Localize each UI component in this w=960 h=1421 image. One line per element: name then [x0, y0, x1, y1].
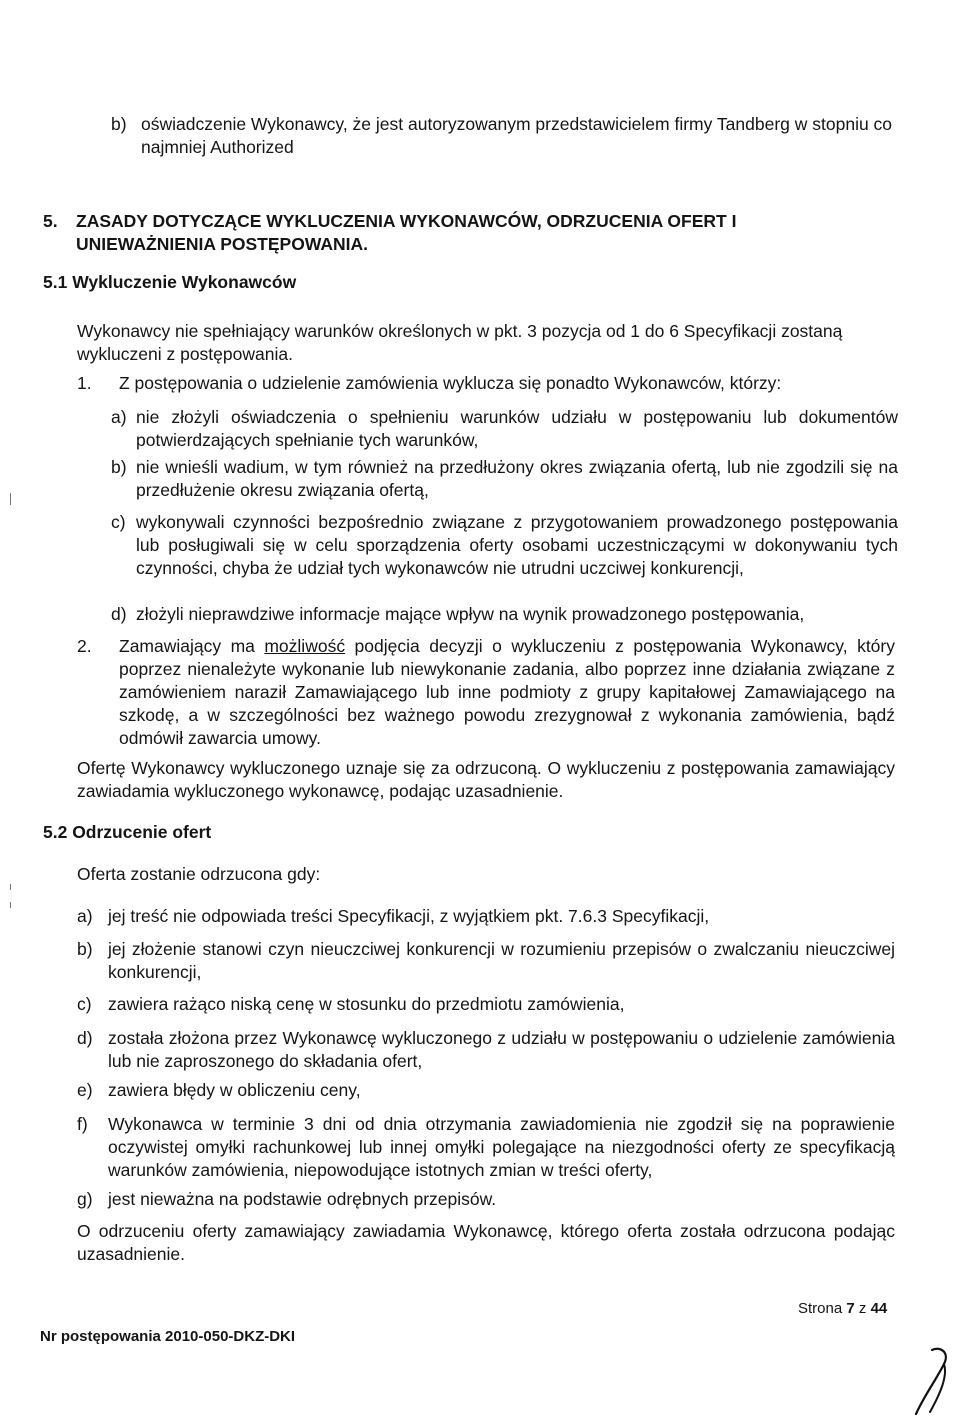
list-label: g): [77, 1189, 93, 1209]
exclusion-item-b: [111, 456, 898, 502]
list-label: b): [77, 939, 93, 959]
section-number: 5.: [43, 211, 58, 231]
signature-mark: [910, 1346, 954, 1418]
exclusion-point-2: [77, 635, 895, 750]
rejection-item-a: [77, 905, 895, 928]
exclusion-item-c: [111, 511, 898, 580]
list-text: jej treść nie odpowiada treści Specyfikacji, z wyjątkiem pkt. 7.6.3 Specyfikacji,: [108, 906, 710, 926]
list-text: złożyli nieprawdziwe informacje mające wpływ na wynik prowadzonego postępowania,: [136, 604, 805, 624]
point-text: [77, 635, 895, 750]
page-middle: z: [854, 1300, 871, 1317]
section-heading-5: [43, 210, 803, 256]
exclusion-closing-paragraph: Ofertę Wykonawcy wykluczonego uznaje się za odrzuconą. O wykluczeniu z postępowania zamawiający zawiadamia wykluczonego wykonawcę, podając uzasadnienie.: [77, 758, 895, 801]
list-text: wykonywali czynności bezpośrednio związane z przygotowaniem prowadzonego postępowania lub posługiwali się w celu sporządzenia oferty osobami uczestniczącymi w dokonywaniu tych czynności, chyba że udział tych wykonawców nie utrudni uczciwej konkurencji,: [136, 512, 898, 578]
list-label: a): [77, 906, 93, 926]
rejection-closing-paragraph: O odrzuceniu oferty zamawiający zawiadamia Wykonawcę, którego oferta została odrzucona podając uzasadnienie.: [77, 1221, 895, 1264]
exclusion-item-d: [111, 603, 898, 626]
list-text: nie wnieśli wadium, w tym również na przedłużony okres związania ofertą, lub nie zgodzili się na przedłużenie okresu związania ofertą,: [136, 457, 898, 500]
page-prefix: Strona: [798, 1300, 847, 1317]
list-label: c): [111, 512, 126, 532]
subsection-heading-5-1: 5.1 Wykluczenie Wykonawców: [43, 272, 297, 292]
page-current: 7: [846, 1300, 855, 1317]
subsection-heading-5-2: 5.2 Odrzucenie ofert: [43, 822, 212, 842]
exclusion-item-a: [111, 406, 898, 452]
list-text: jej złożenie stanowi czyn nieuczciwej konkurencji w rozumieniu przepisów o zwalczaniu nieuczciwej konkurencji,: [108, 939, 895, 982]
list-label: f): [77, 1114, 88, 1134]
requirement-item-b: [111, 113, 894, 159]
rejection-item-d: [77, 1027, 895, 1073]
scan-mark: [10, 902, 11, 908]
point-text-start: Zamawiający ma: [119, 636, 265, 656]
list-text: nie złożyli oświadczenia o spełnieniu warunków udziału w postępowaniu lub dokumentów potwierdzających spełnianie tych warunków,: [136, 407, 898, 450]
point-number: 2.: [77, 636, 92, 656]
list-label: b): [111, 457, 127, 477]
point-number: 1.: [77, 373, 92, 393]
page-counter: [798, 1297, 887, 1320]
section-title: ZASADY DOTYCZĄCE WYKLUCZENIA WYKONAWCÓW, ODRZUCENIA OFERT I UNIEWAŻNIENIA POSTĘPOWANIA.: [76, 211, 737, 254]
exclusion-intro-paragraph: Wykonawcy nie spełniający warunków określonych w pkt. 3 pozycja od 1 do 6 Specyfikacji zostaną wykluczeni z postępowania.: [77, 321, 843, 364]
list-label: e): [77, 1080, 93, 1100]
list-text: została złożona przez Wykonawcę wykluczonego z udziału w postępowaniu o udzielenie zamówienia lub nie zaproszonego do składania ofert,: [108, 1028, 895, 1071]
scan-mark: [10, 884, 11, 890]
list-text: jest nieważna na podstawie odrębnych przepisów.: [108, 1189, 497, 1209]
list-text: zawiera rażąco niską cenę w stosunku do przedmiotu zamówienia,: [108, 994, 625, 1014]
page-total: 44: [870, 1300, 888, 1317]
list-text: oświadczenie Wykonawcy, że jest autoryzowanym przedstawicielem firmy Tandberg w stopniu co najmniej Authorized: [141, 114, 893, 157]
point-text-underlined: możliwość: [264, 636, 346, 656]
rejection-item-b: [77, 938, 895, 984]
point-text: Z postępowania o udzielenie zamówienia wyklucza się ponadto Wykonawców, którzy:: [119, 373, 782, 393]
list-label: d): [111, 604, 127, 624]
rejection-item-g: [77, 1188, 895, 1211]
point-text-rest: podjęcia decyzji o wykluczeniu z postępowania Wykonawcy, który poprzez nienależyte wykonanie lub niewykonanie zadania, albo poprzez inne działania związane z zamówieniem naraził Zamawiającego lub inne podmioty z grupy kapitałowej Zamawiającego na szkodę, a w szczególności bez ważnego powodu zrezygnował z wykonania zamówienia, bądź odmówił zawarcia umowy.: [119, 636, 895, 748]
rejection-item-e: [77, 1079, 895, 1102]
list-label: d): [77, 1028, 93, 1048]
list-text: zawiera błędy w obliczeniu ceny,: [108, 1080, 361, 1100]
list-label: c): [77, 994, 92, 1014]
list-label: b): [111, 114, 127, 134]
scan-mark: [10, 493, 11, 505]
rejection-item-f: [77, 1113, 895, 1182]
list-text: Wykonawca w terminie 3 dni od dnia otrzymania zawiadomienia nie zgodził się na poprawienie oczywistej omyłki rachunkowej lub innej omyłki polegające na niezgodności oferty ze specyfikacją warunków zamówienia, niepowodujące istotnych zmian w treści oferty,: [108, 1114, 895, 1180]
rejection-intro: Oferta zostanie odrzucona gdy:: [77, 864, 321, 884]
case-number: Nr postępowania 2010-050-DKZ-DKI: [40, 1328, 296, 1345]
list-label: a): [111, 407, 127, 427]
rejection-item-c: [77, 993, 895, 1016]
exclusion-point-1: [77, 372, 867, 395]
